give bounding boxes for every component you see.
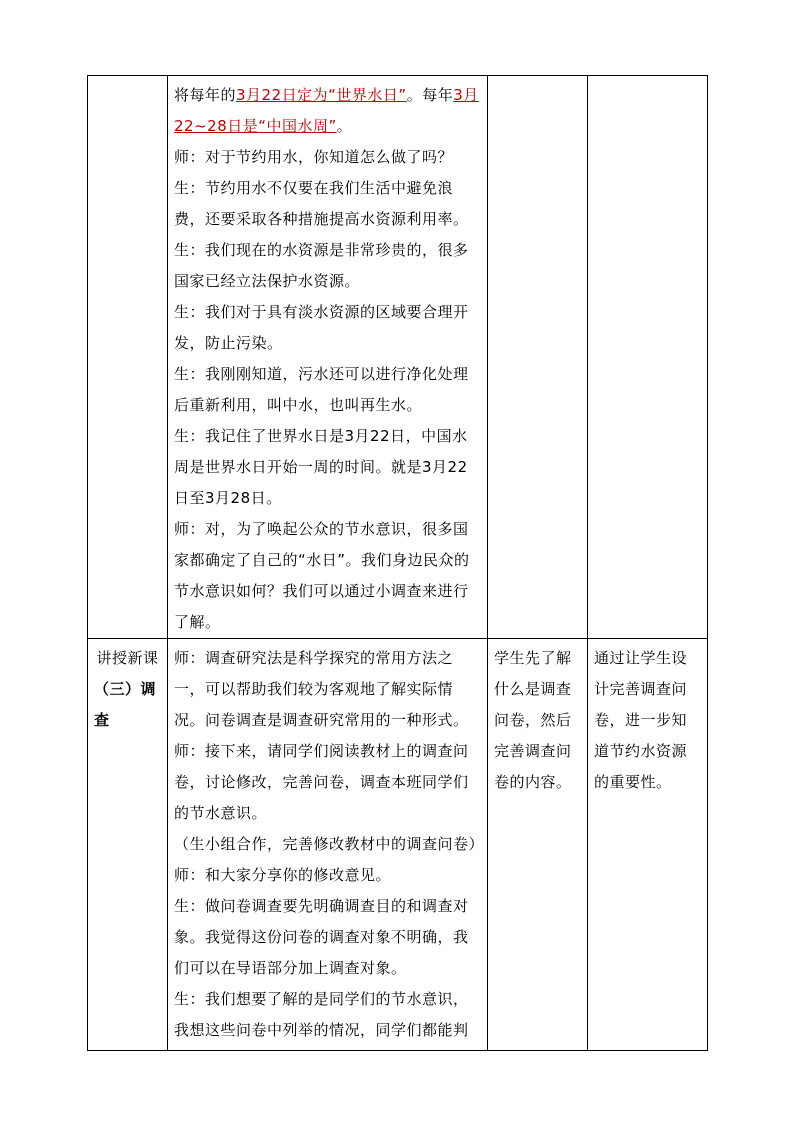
content-paragraph: 师：和大家分享你的修改意见。 (174, 866, 392, 884)
design-intent-text: 通过让学生设计完善调查问卷，进一步知道节约水资源的重要性。 (594, 649, 688, 791)
world-water-day-text: 3月22日定为“世界水日” (236, 86, 407, 104)
stage-cell (88, 76, 168, 639)
content-paragraph: 师：对于节约用水，你知道怎么做了吗？ (174, 148, 454, 166)
stage-subtitle: （三）调查 (94, 680, 157, 729)
content-paragraph: 生：节约用水不仅要在我们生活中避免浪费，还要采取各种措施提高水资源利用率。 (174, 179, 469, 228)
content-cell (168, 76, 488, 639)
design-intent-cell (588, 639, 708, 1051)
content-paragraph: 师：调查研究法是科学探究的常用方法之一，可以帮助我们较为客观地了解实际情况。问卷调查是调查研究常用的一种形式。 (174, 649, 469, 729)
stage-title: 讲授新课 (96, 649, 159, 667)
student-activity-text: 学生先了解什么是调查问卷，然后完善调查问卷的内容。 (494, 649, 572, 791)
content-paragraph: 将每年的3月22日定为“世界水日”。每年3月22~28日是“中国水周”。 (174, 86, 479, 135)
table-row (88, 639, 708, 1051)
china-water-week-text: 3月22~28日是“中国水周” (174, 86, 479, 135)
content-paragraph: 生：我们现在的水资源是非常珍贵的，很多国家已经立法保护水资源。 (174, 241, 469, 290)
stage-cell (88, 639, 168, 1051)
content-paragraph: （生小组合作，完善修改教材中的调查问卷） (174, 835, 485, 853)
content-paragraph: 生：我刚刚知道，污水还可以进行净化处理后重新利用，叫中水，也叫再生水。 (174, 365, 469, 414)
content-paragraph: 生：做问卷调查要先明确调查目的和调查对象。我觉得这份问卷的调查对象不明确，我们可以在导语部分加上调查对象。 (174, 897, 469, 977)
content-paragraph: 师：对，为了唤起公众的节水意识，很多国家都确定了自己的“水日”。我们身边民众的节水意识如何？我们可以通过小调查来进行了解。 (174, 520, 470, 631)
content-paragraph: 生：我记住了世界水日是3月22日，中国水周是世界水日开始一周的时间。就是3月22日至3月28日。 (174, 427, 468, 507)
student-activity-cell (488, 76, 588, 639)
student-activity-cell (488, 639, 588, 1051)
content-cell (168, 639, 488, 1051)
content-paragraph: 生：我们对于具有淡水资源的区域要合理开发，防止污染。 (174, 303, 469, 352)
design-intent-cell (588, 76, 708, 639)
content-paragraph: 师：接下来，请同学们阅读教材上的调查问卷，讨论修改，完善问卷，调查本班同学们的节水意识。 (174, 742, 469, 822)
lesson-plan-table (87, 75, 708, 1051)
table-row (88, 76, 708, 639)
content-paragraph: 生：我们想要了解的是同学们的节水意识，我想这些问卷中列举的情况，同学们都能判 (174, 990, 469, 1039)
